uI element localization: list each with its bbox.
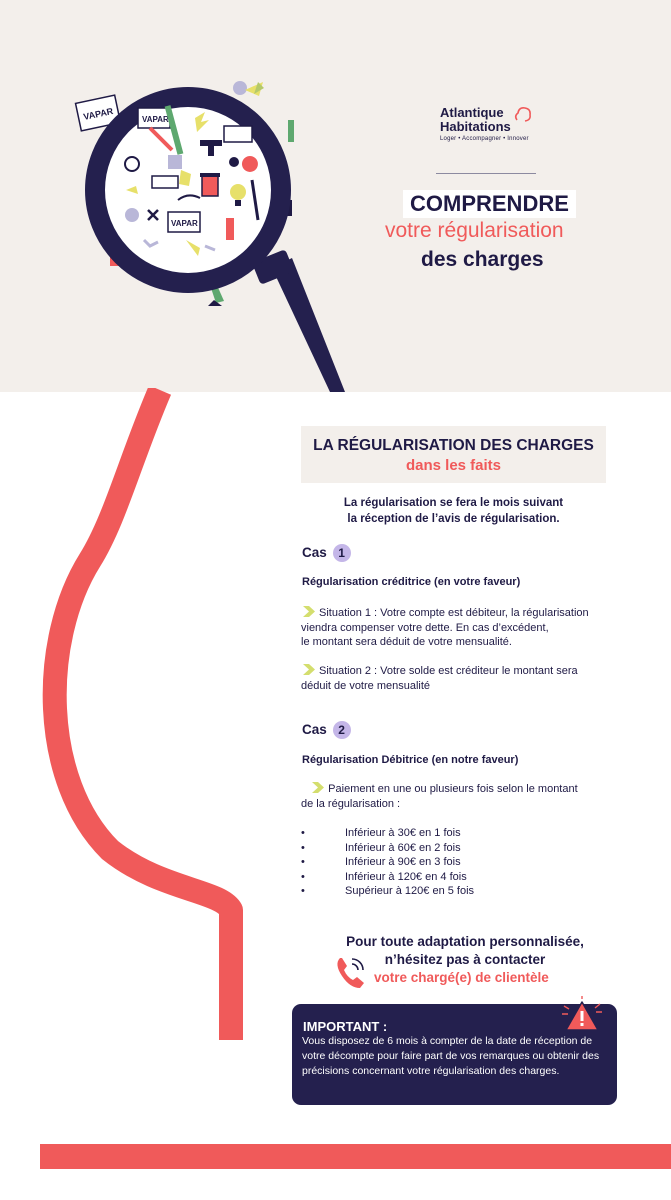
cas-1-number: 1 <box>333 544 351 562</box>
chevron-right-icon <box>301 606 317 617</box>
logo-tagline: Loger • Accompagner • Innover <box>440 136 529 142</box>
situation-2-line-1: Situation 2 : Votre solde est créditeur le montant sera <box>319 665 578 677</box>
cas-2-subheading: Régularisation Débitrice (en notre faveur) <box>302 754 519 766</box>
cas-2-payment <box>301 782 621 811</box>
contact-advisor-link[interactable]: votre chargé(e) de clientèle <box>374 970 549 985</box>
section-subtitle: dans les faits <box>405 457 502 474</box>
important-title: IMPORTANT : <box>303 1019 388 1034</box>
warning-icon <box>560 996 604 1034</box>
situation-1-line-2: viendra compenser votre dette. En cas d’excédent, <box>301 621 549 634</box>
situation-1-line-1: Situation 1 : Votre compte est débiteur, la régularisation <box>319 607 589 619</box>
payment-schedule-list <box>301 826 474 899</box>
cas-1-heading <box>302 544 351 562</box>
cas-1-situation-1 <box>301 606 621 650</box>
logo-name-line2: Habitations <box>440 119 511 134</box>
hero-subtitle: votre régularisation <box>385 219 564 242</box>
svg-text:VAPAR: VAPAR <box>142 115 169 124</box>
atlantique-habitations-logo[interactable] <box>440 106 550 142</box>
section-header <box>301 426 606 483</box>
payment-line-2: de la régularisation : <box>301 797 401 810</box>
section-title: LA RÉGULARISATION DES CHARGES <box>313 437 594 454</box>
situation-2-line-2: déduit de votre mensualité <box>301 679 431 692</box>
situation-1-line-3: le montant sera déduit de votre mensualité. <box>301 636 512 648</box>
list-item: • Supérieur à 120€ en 5 fois <box>301 884 474 899</box>
cas-2-label: Cas <box>302 722 327 737</box>
list-item: • Inférieur à 120€ en 4 fois <box>301 870 474 885</box>
cas-1-label: Cas <box>302 545 327 560</box>
svg-text:VAPAR: VAPAR <box>82 105 115 122</box>
list-item: • Inférieur à 60€ en 2 fois <box>301 841 474 856</box>
logo-divider <box>436 173 536 174</box>
intro-line-1: La régularisation se fera le mois suivant <box>343 497 564 509</box>
cas-1-subheading: Régularisation créditrice (en votre faveur) <box>302 576 521 588</box>
phone-icon[interactable] <box>334 954 372 990</box>
cas-1-situation-2 <box>301 664 621 693</box>
important-text: Vous disposez de 6 mois à compter de la date de réception de votre décompte pour faire part de vos remarques ou obtenir des précisions concernant votre régularisation des charges. <box>302 1035 600 1077</box>
chevron-right-icon <box>301 664 317 675</box>
intro-line-2: la réception de l’avis de régularisation. <box>347 513 560 525</box>
list-item: • Inférieur à 90€ en 3 fois <box>301 855 474 870</box>
cloud-outline-icon <box>514 106 532 128</box>
cas-2-number: 2 <box>333 721 351 739</box>
hero-subtitle-2: des charges <box>421 248 544 271</box>
logo-name-line1: Atlantique <box>440 105 504 120</box>
footer-bar <box>40 1144 671 1169</box>
hero-title: COMPRENDRE <box>403 190 576 218</box>
svg-text:VAPAR: VAPAR <box>171 219 198 228</box>
intro-text <box>301 495 606 527</box>
contact-line-1: Pour toute adaptation personnalisée, <box>346 934 584 949</box>
payment-line-1: Paiement en une ou plusieurs fois selon le montant <box>328 783 578 795</box>
contact-line-2: n’hésitez pas à contacter <box>384 952 546 967</box>
list-item: • Inférieur à 30€ en 1 fois <box>301 826 474 841</box>
cas-2-heading <box>302 721 351 739</box>
chevron-right-icon <box>310 782 326 793</box>
